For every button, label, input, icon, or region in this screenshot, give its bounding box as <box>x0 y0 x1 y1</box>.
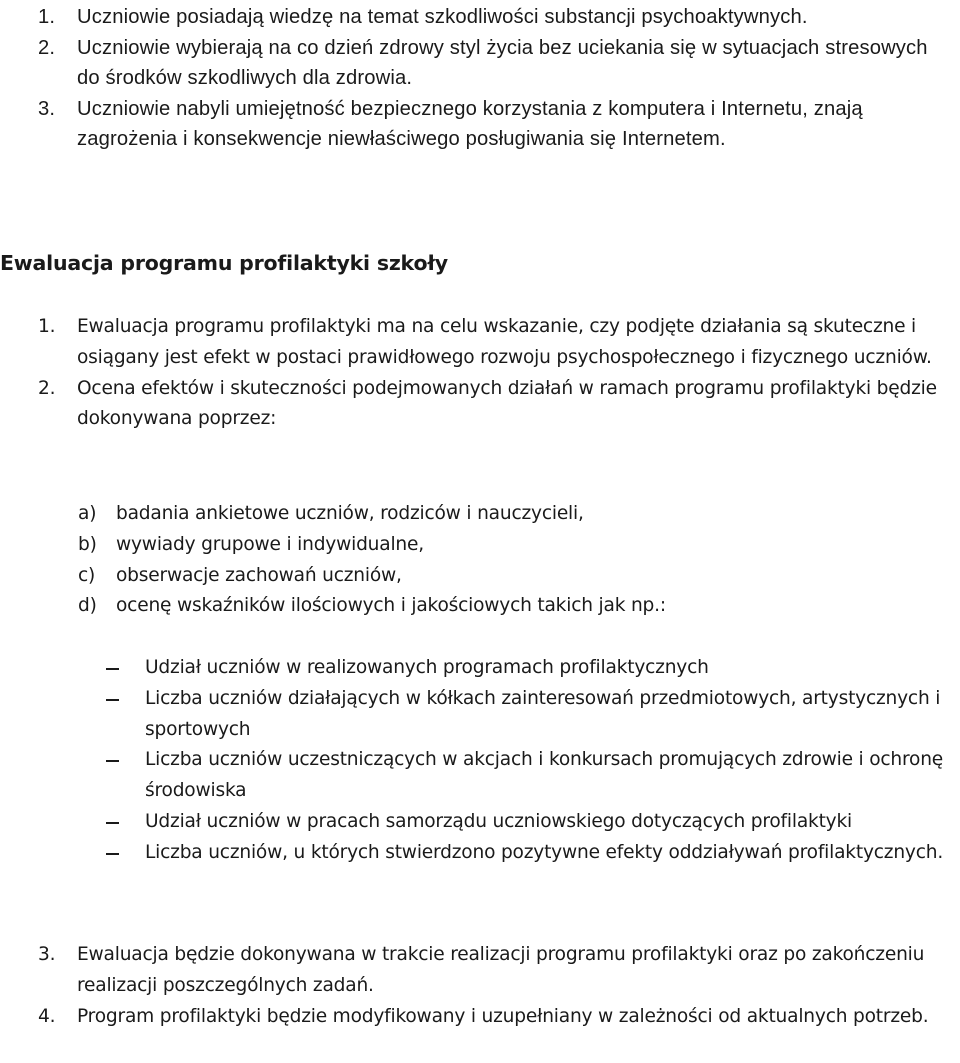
dash-bullet-icon <box>106 699 119 701</box>
list-number: 4. <box>38 1005 56 1027</box>
list-item-text: Ewaluacja programu profilaktyki ma na celu wskazanie, czy podjęte działania są skuteczne i osiągany jest efekt w postaci prawidłowego rozwoju psychospołecznego i fizycznego uczniów. <box>77 316 932 368</box>
list-item-text: Liczba uczniów działających w kółkach zainteresowań przedmiotowych, artystycznych i sportowych <box>145 687 941 740</box>
list-item <box>0 940 954 1002</box>
list-item <box>0 653 954 684</box>
dash-bullet-icon <box>106 760 119 762</box>
list-letter: b) <box>78 533 97 555</box>
dash-bullet-icon <box>106 668 119 670</box>
evaluation-points-list-continued <box>0 940 954 1032</box>
dash-bullet-icon <box>106 853 119 855</box>
list-item <box>0 374 954 436</box>
list-item <box>0 94 954 155</box>
list-item <box>0 684 954 746</box>
list-item-text: Udział uczniów w realizowanych programach profilaktycznych <box>145 657 709 678</box>
list-item <box>0 1002 954 1033</box>
list-item-text: badania ankietowe uczniów, rodziców i nauczycieli, <box>116 503 584 524</box>
outcomes-list <box>0 2 954 155</box>
list-item-text: Udział uczniów w pracach samorządu uczniowskiego dotyczących profilaktyki <box>145 810 853 832</box>
list-number: 2. <box>38 36 56 59</box>
list-number: 2. <box>38 377 56 399</box>
list-item-text: ocenę wskaźników ilościowych i jakościowych takich jak np.: <box>116 595 666 617</box>
list-number: 3. <box>38 944 56 965</box>
list-item <box>0 312 954 374</box>
list-item-text: Uczniowie posiadają wiedzę na temat szkodliwości substancji psychoaktywnych. <box>77 6 808 28</box>
list-item <box>0 33 954 94</box>
list-number: 1. <box>38 316 56 337</box>
list-item-text: Liczba uczniów, u których stwierdzono pozytywne efekty oddziaływań profilaktycznych. <box>145 841 944 863</box>
list-item <box>0 838 954 869</box>
evaluation-methods-list <box>0 499 954 622</box>
list-item-text: Uczniowie nabyli umiejętność bezpiecznego korzystania z komputera i Internetu, znają zagrożenia i konsekwencje niewłaściwego posługiwania się Internetem. <box>77 97 863 150</box>
list-item-text: Program profilaktyki będzie modyfikowany i uzupełniany w zależności od aktualnych potrzeb. <box>77 1005 929 1027</box>
list-number: 1. <box>38 6 56 28</box>
list-item-text: wywiady grupowe i indywidualne, <box>116 533 424 555</box>
list-letter: d) <box>78 595 97 617</box>
list-letter: c) <box>78 564 96 586</box>
list-item-text: Liczba uczniów uczestniczących w akcjach i konkursach promujących zdrowie i ochronę środowiska <box>145 749 944 802</box>
section-heading: Ewaluacja programu profilaktyki szkoły <box>0 251 448 275</box>
list-item-text: Uczniowie wybierają na co dzień zdrowy styl życia bez uciekania się w sytuacjach stresowych do środków szkodliwych dla zdrowia. <box>77 36 928 89</box>
indicators-list <box>0 653 954 869</box>
list-item-text: Ewaluacja będzie dokonywana w trakcie realizacji programu profilaktyki oraz po zakończeniu realizacji poszczególnych zadań. <box>77 944 925 996</box>
list-item <box>0 591 954 622</box>
evaluation-points-list <box>0 312 954 435</box>
list-item <box>0 807 954 838</box>
dash-bullet-icon <box>106 822 119 824</box>
list-item-text: Ocena efektów i skuteczności podejmowanych działań w ramach programu profilaktyki będzie dokonywana poprzez: <box>77 377 937 430</box>
list-item-text: obserwacje zachowań uczniów, <box>116 564 402 586</box>
list-item <box>0 745 954 807</box>
list-item <box>0 561 954 592</box>
list-item <box>0 530 954 561</box>
list-number: 3. <box>38 97 56 120</box>
list-item <box>0 2 954 33</box>
list-item <box>0 499 954 530</box>
list-letter: a) <box>78 503 97 524</box>
